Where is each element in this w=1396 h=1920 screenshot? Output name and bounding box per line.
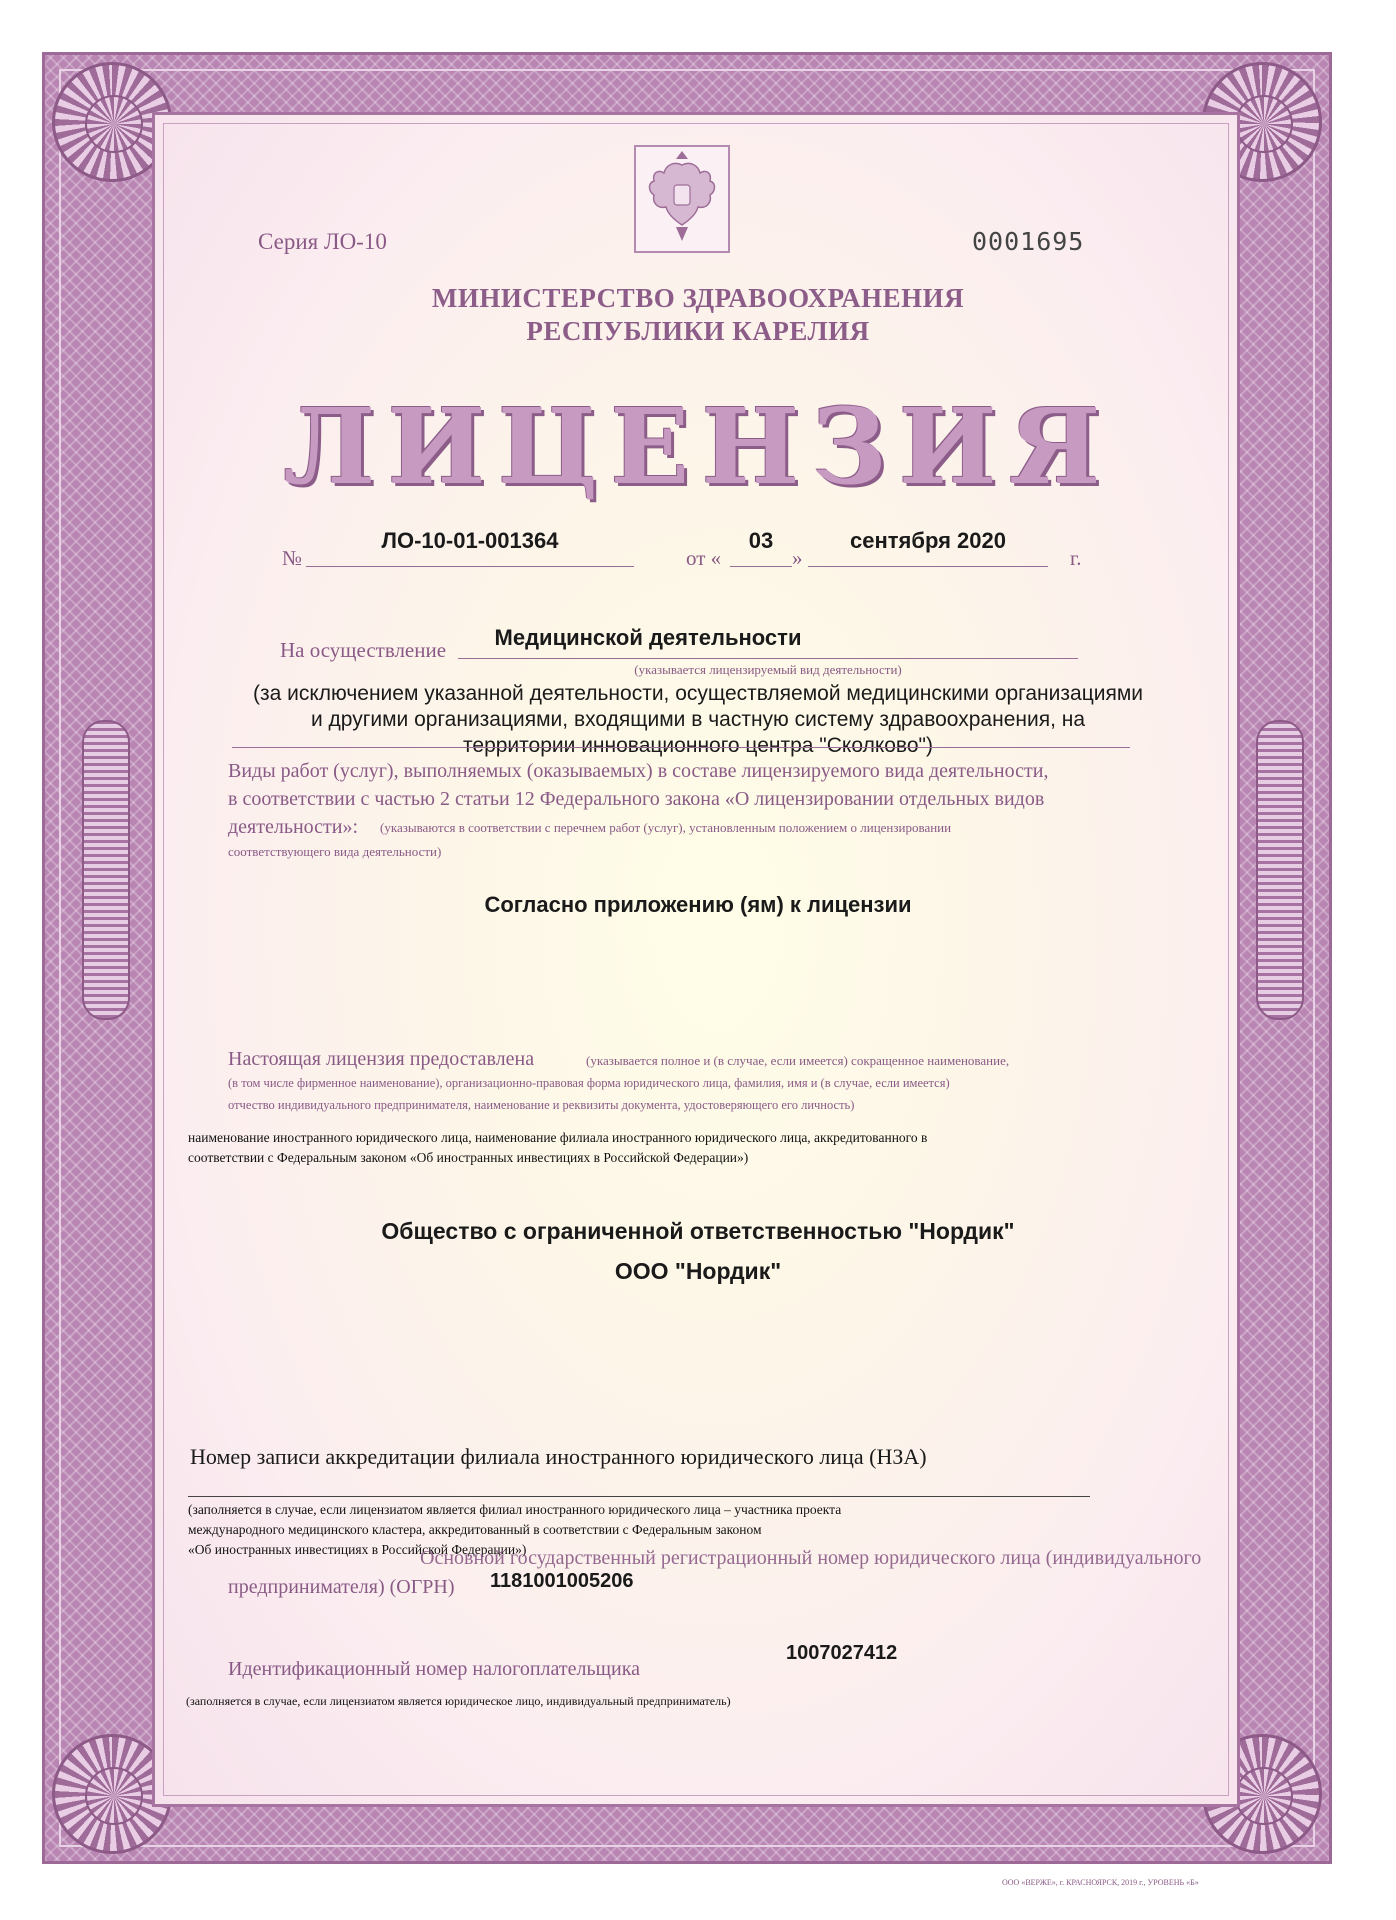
granted-label: Настоящая лицензия предоставлена <box>228 1048 535 1070</box>
holder-full-name: Общество с ограниченной ответственностью "Нордик" <box>381 1218 1015 1244</box>
works-line-2: в соответствии с частью 2 статьи 12 Федерального закона «О лицензировании отдельных видов <box>228 788 1045 810</box>
inn-hint: (заполняется в случае, если лицензиатом является юридическое лицо, индивидуальный предприниматель) <box>186 1694 731 1708</box>
year-suffix: г. <box>1070 546 1082 570</box>
exclusion-line-2: и другими организациями, входящими в частную систему здравоохранения, на <box>310 708 1086 731</box>
license-number: ЛО-10-01-001364 <box>381 528 559 553</box>
exclusion-line-1: (за исключением указанной деятельности, осуществляемой медицинскими организациями <box>253 682 1143 705</box>
nza-hint-line-1: (заполняется в случае, если лицензиатом является филиал иностранного юридического лица – участника проекта <box>188 1502 842 1517</box>
granted-hint-line-2: отчество индивидуального предпринимателя, наименование и реквизиты документа, удостоверяющего его личность) <box>228 1098 855 1112</box>
date-from-label: от « <box>686 546 722 570</box>
date-month-year: сентября 2020 <box>850 528 1006 553</box>
works-hint-line2: соответствующего вида деятельности) <box>228 844 442 859</box>
foreign-hint-line-2: соответствии с Федеральным законом «Об иностранных инвестициях в Российской Федерации») <box>188 1150 749 1165</box>
document-title: ЛИЦЕНЗИЯ <box>283 385 1113 508</box>
blank-number: 0001695 <box>972 227 1085 256</box>
activity-hint: (указывается лицензируемый вид деятельности) <box>634 662 902 677</box>
activity-value: Медицинской деятельности <box>494 625 802 650</box>
side-ornament-left <box>82 720 130 1020</box>
side-ornament-right <box>1256 720 1304 1020</box>
works-line-3: деятельности»: <box>228 816 359 838</box>
holder-short-name: ООО "Нордик" <box>614 1258 782 1284</box>
nza-hint-line-2: международного медицинского кластера, аккредитованный в соответствии с Федеральным законом <box>188 1522 762 1537</box>
activity-label: На осуществление <box>280 638 447 662</box>
coat-of-arms-emblem <box>634 145 730 253</box>
nza-label: Номер записи аккредитации филиала иностранного юридического лица (НЗА) <box>190 1444 927 1469</box>
granted-hint-line-1: (в том числе фирменное наименование), организационно-правовая форма юридического лица, фамилия, имя и (в случае, если имеется) <box>228 1076 950 1090</box>
nza-hint-line-3: «Об иностранных инвестициях в Российской Федерации») <box>188 1542 527 1557</box>
series-label: Серия ЛО-10 <box>258 229 387 254</box>
inn-value: 1007027412 <box>786 1642 898 1664</box>
date-close-quote: » <box>792 546 803 570</box>
granted-hint-inline: (указывается полное и (в случае, если имеется) сокращенное наименование, <box>586 1053 1010 1068</box>
ogrn-value: 1181001005206 <box>490 1570 634 1592</box>
ogrn-label-line2: предпринимателя) (ОГРН) <box>228 1576 455 1598</box>
number-sign: № <box>282 546 303 570</box>
printer-imprint: ООО «ВЕРЖЕ», г. КРАСНОЯРСК, 2019 г., УРОВЕНЬ «Б» <box>1002 1878 1199 1887</box>
foreign-hint-line-1: наименование иностранного юридического лица, наименование филиала иностранного юридического лица, аккредитованного в <box>188 1130 928 1145</box>
double-headed-eagle-icon <box>636 147 728 251</box>
works-line-1: Виды работ (услуг), выполняемых (оказываемых) в составе лицензируемого вида деятельности, <box>228 760 1049 782</box>
works-value: Согласно приложению (ям) к лицензии <box>484 892 912 917</box>
exclusion-line-3: территории инновационного центра "Сколково") <box>463 734 933 757</box>
ministry-name-line2: РЕСПУБЛИКИ КАРЕЛИЯ <box>526 316 870 346</box>
ministry-name-line1: МИНИСТЕРСТВО ЗДРАВООХРАНЕНИЯ <box>431 283 965 313</box>
works-hint-inline: (указываются в соответствии с перечнем работ (услуг), установленным положением о лицензировании <box>380 820 952 835</box>
date-day: 03 <box>748 528 774 553</box>
inn-label: Идентификационный номер налогоплательщика <box>228 1658 641 1680</box>
ogrn-label-overlay: Основной государственный регистрационный номер юридического лица (индивидуального <box>420 1547 1202 1569</box>
